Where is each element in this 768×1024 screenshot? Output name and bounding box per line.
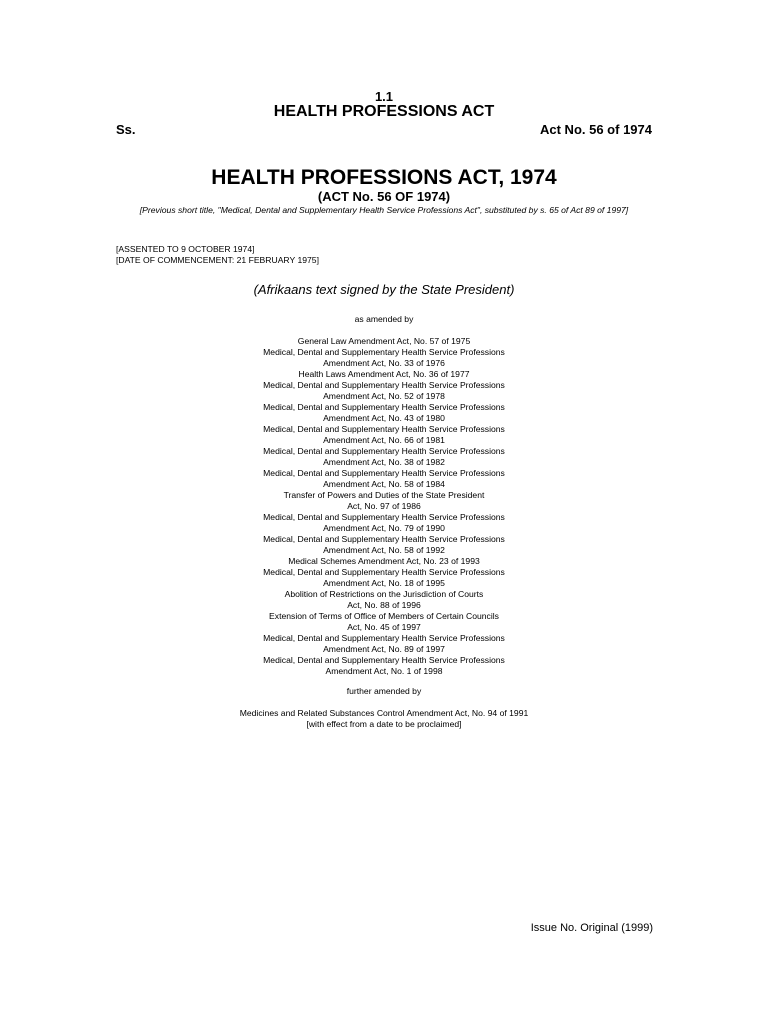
amendment-line: Amendment Act, No. 43 of 1980 xyxy=(323,413,445,423)
amendment-line: Health Laws Amendment Act, No. 36 of 1977 xyxy=(298,369,470,379)
amendment-line: Act, No. 97 of 1986 xyxy=(347,501,421,511)
amendment-line: General Law Amendment Act, No. 57 of 1975 xyxy=(297,336,471,346)
amendment-line: Medical, Dental and Supplementary Health Service Professions xyxy=(263,468,505,478)
assent-block xyxy=(116,244,319,266)
amendment-line: Amendment Act, No. 38 of 1982 xyxy=(323,457,445,467)
amendment-line: Act, No. 45 of 1997 xyxy=(347,622,421,632)
amendment-line: Medical, Dental and Supplementary Health Service Professions xyxy=(263,512,505,522)
amended-by-label: as amended by xyxy=(354,314,414,324)
amendment-line: Medical, Dental and Supplementary Health Service Professions xyxy=(263,534,505,544)
amendment-list xyxy=(0,336,768,677)
amendment-line: Medical, Dental and Supplementary Health Service Professions xyxy=(263,446,505,456)
amendment-line: Medical, Dental and Supplementary Health Service Professions xyxy=(263,424,505,434)
amendment-line: Amendment Act, No. 58 of 1984 xyxy=(323,479,445,489)
amendment-line: Medical, Dental and Supplementary Health Service Professions xyxy=(263,655,505,665)
amendment-line: Amendment Act, No. 89 of 1997 xyxy=(323,644,445,654)
further-amendment-list xyxy=(0,708,768,730)
amendment-line: Amendment Act, No. 33 of 1976 xyxy=(323,358,445,368)
amendment-line: Act, No. 88 of 1996 xyxy=(347,600,421,610)
amendment-line: Medical, Dental and Supplementary Health Service Professions xyxy=(263,567,505,577)
amendment-line: Medical Schemes Amendment Act, No. 23 of 1993 xyxy=(288,556,480,566)
section-number: 1.1 xyxy=(374,89,394,104)
amendment-line: Amendment Act, No. 18 of 1995 xyxy=(323,578,445,588)
running-title: HEALTH PROFESSIONS ACT xyxy=(273,103,495,120)
amendment-line: Amendment Act, No. 79 of 1990 xyxy=(323,523,445,533)
amendment-line: Medical, Dental and Supplementary Health Service Professions xyxy=(263,633,505,643)
act-reference: Act No. 56 of 1974 xyxy=(540,122,652,137)
commencement-date: [DATE OF COMMENCEMENT: 21 FEBRUARY 1975] xyxy=(116,255,319,265)
further-amendment-line: Medicines and Related Substances Control Amendment Act, No. 94 of 1991 xyxy=(239,708,529,718)
afrikaans-text-note: (Afrikaans text signed by the State President) xyxy=(253,282,515,297)
previous-short-title-note: [Previous short title, "Medical, Dental and Supplementary Health Service Professions Act", substituted by s. 65 of Act 89 of 1997] xyxy=(139,205,629,215)
document-title: HEALTH PROFESSIONS ACT, 1974 xyxy=(211,166,557,189)
issue-number: Issue No. Original (1999) xyxy=(530,922,653,934)
further-amendment-line: [with effect from a date to be proclaimed] xyxy=(306,719,462,729)
amendment-line: Extension of Terms of Office of Members of Certain Councils xyxy=(269,611,499,621)
sections-label: Ss. xyxy=(116,122,136,137)
amendment-line: Amendment Act, No. 58 of 1992 xyxy=(323,545,445,555)
amendment-line: Medical, Dental and Supplementary Health Service Professions xyxy=(263,380,505,390)
amendment-line: Amendment Act, No. 66 of 1981 xyxy=(323,435,445,445)
further-amended-label: further amended by xyxy=(346,686,422,696)
amendment-line: Transfer of Powers and Duties of the State President xyxy=(283,490,485,500)
amendment-line: Medical, Dental and Supplementary Health Service Professions xyxy=(263,402,505,412)
amendment-line: Amendment Act, No. 52 of 1978 xyxy=(323,391,445,401)
amendment-line: Amendment Act, No. 1 of 1998 xyxy=(325,666,443,676)
amendment-line: Medical, Dental and Supplementary Health Service Professions xyxy=(263,347,505,357)
act-number: (ACT No. 56 OF 1974) xyxy=(317,189,451,204)
assented-date: [ASSENTED TO 9 OCTOBER 1974] xyxy=(116,244,255,254)
amendment-line: Abolition of Restrictions on the Jurisdiction of Courts xyxy=(284,589,484,599)
